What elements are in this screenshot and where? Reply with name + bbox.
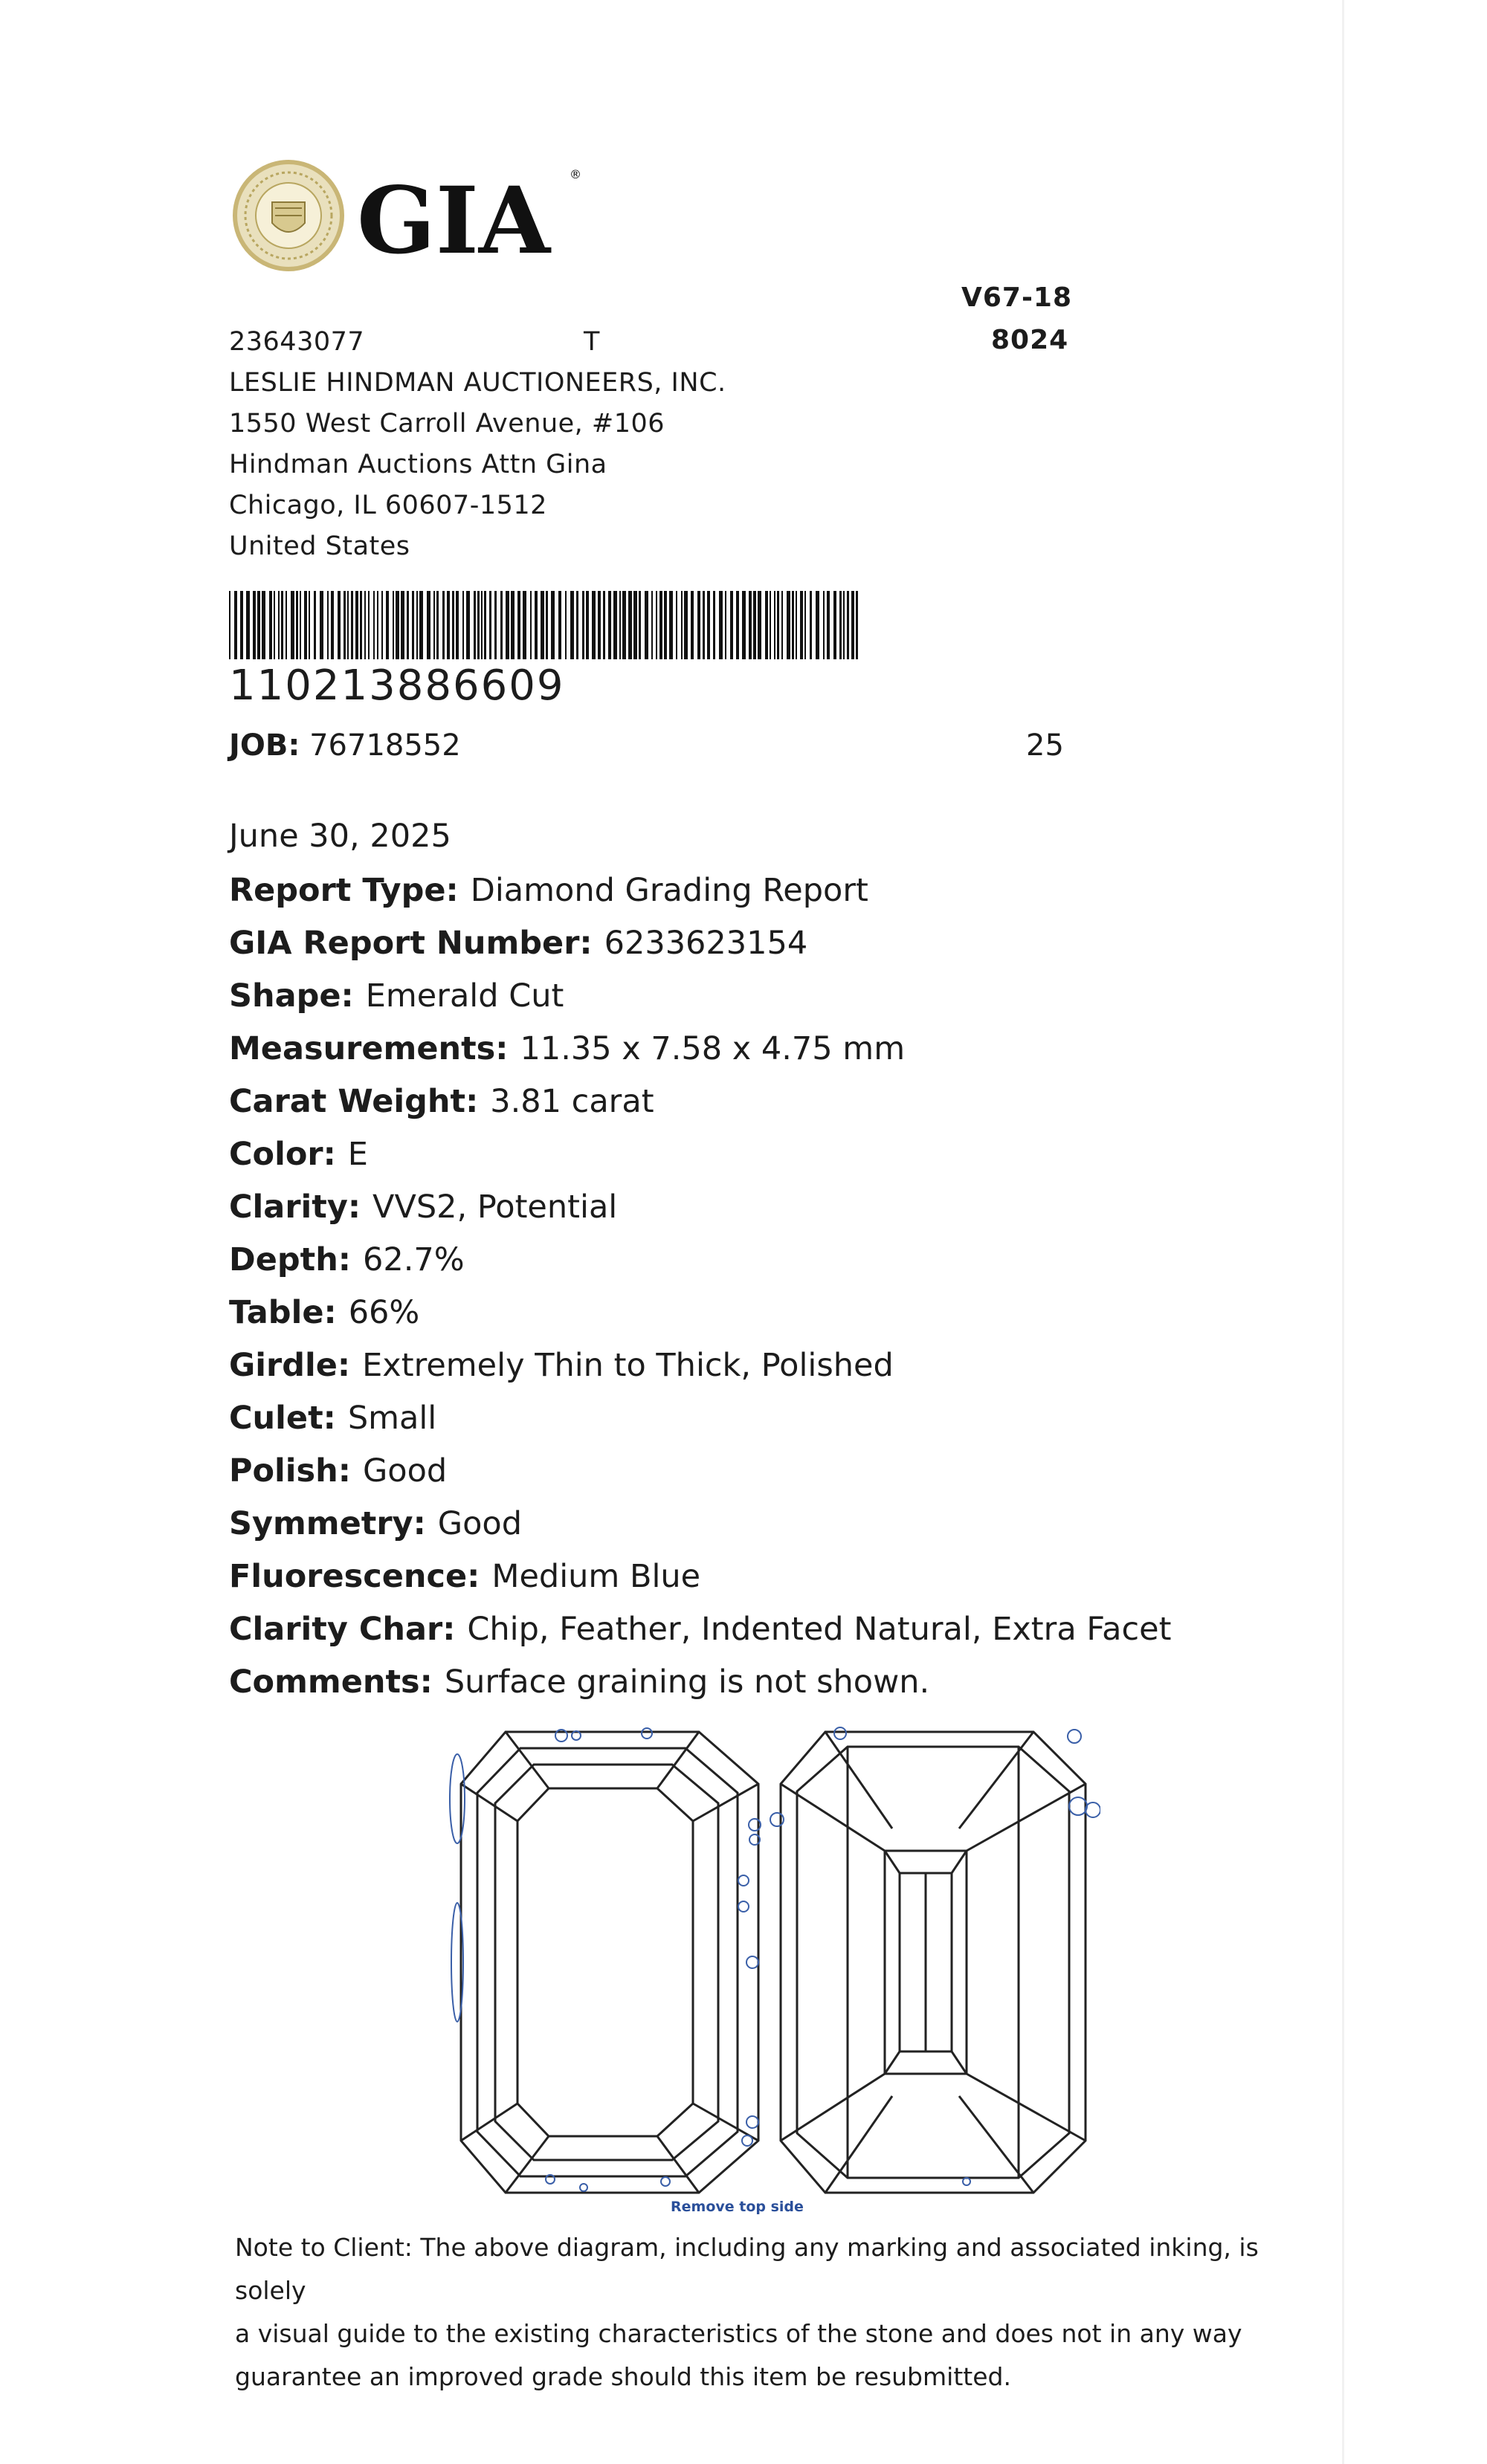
diagram-note: Remove top side bbox=[671, 2199, 804, 2215]
clarity-plot-diagram bbox=[446, 1717, 1100, 2215]
spec-value: Extremely Thin to Thick, Polished bbox=[362, 1347, 894, 1384]
spec-report-number bbox=[229, 921, 1315, 974]
address-line-2: 1550 West Carroll Avenue, #106 bbox=[229, 409, 665, 439]
spec-table bbox=[229, 1290, 1315, 1343]
spec-value: Medium Blue bbox=[491, 1558, 701, 1595]
spec-label: Comments: bbox=[229, 1663, 433, 1701]
spec-label: Report Type: bbox=[229, 872, 459, 909]
job-count: 25 bbox=[1026, 728, 1064, 763]
spec-girdle bbox=[229, 1343, 1315, 1396]
scan-edge bbox=[1342, 0, 1344, 2464]
spec-clarity-char bbox=[229, 1607, 1315, 1660]
spec-value: Chip, Feather, Indented Natural, Extra Facet bbox=[467, 1611, 1172, 1648]
spec-label: Polish: bbox=[229, 1452, 351, 1490]
spec-label: Clarity Char: bbox=[229, 1611, 456, 1648]
note-line-2: a visual guide to the existing characteristics of the stone and does not in any way bbox=[235, 2319, 1242, 2348]
spec-label: Table: bbox=[229, 1294, 337, 1331]
spec-depth bbox=[229, 1238, 1315, 1290]
job-line bbox=[229, 728, 461, 763]
spec-value: VVS2, Potential bbox=[372, 1189, 618, 1226]
spec-label: Measurements: bbox=[229, 1030, 509, 1067]
emerald-cut-diagram bbox=[446, 1717, 1100, 2215]
spec-value: Small bbox=[347, 1400, 437, 1437]
barcode-graphic bbox=[229, 591, 862, 659]
note-to-client bbox=[235, 2226, 1306, 2399]
spec-color bbox=[229, 1132, 1315, 1185]
svg-text:GIA: GIA bbox=[357, 167, 551, 275]
address-line-4: Chicago, IL 60607-1512 bbox=[229, 491, 547, 520]
spec-label: Clarity: bbox=[229, 1189, 361, 1226]
spec-carat-weight bbox=[229, 1079, 1315, 1132]
ref-code-1: V67-18 bbox=[961, 282, 1072, 313]
barcode-number: 110213886609 bbox=[229, 662, 565, 710]
gia-logo-graphic bbox=[229, 158, 582, 280]
ref-code-2: 8024 bbox=[991, 325, 1069, 355]
spec-value: 62.7% bbox=[363, 1241, 465, 1278]
crown-view bbox=[461, 1732, 758, 2193]
spec-value: Diamond Grading Report bbox=[470, 872, 868, 909]
spec-label: Depth: bbox=[229, 1241, 352, 1278]
pavilion-view bbox=[781, 1732, 1086, 2193]
spec-value: Good bbox=[362, 1452, 448, 1490]
spec-label: Color: bbox=[229, 1136, 336, 1173]
spec-label: Carat Weight: bbox=[229, 1083, 479, 1120]
spec-fluorescence bbox=[229, 1554, 1315, 1607]
spec-value: 66% bbox=[348, 1294, 420, 1331]
spec-value: 3.81 carat bbox=[490, 1083, 654, 1120]
spec-symmetry bbox=[229, 1501, 1315, 1554]
barcode bbox=[229, 591, 862, 659]
spec-label: Girdle: bbox=[229, 1347, 351, 1384]
spec-value: Surface graining is not shown. bbox=[444, 1663, 930, 1701]
spec-culet bbox=[229, 1396, 1315, 1449]
spec-label: Culet: bbox=[229, 1400, 336, 1437]
spec-polish bbox=[229, 1449, 1315, 1501]
note-line-1: Note to Client: The above diagram, including any marking and associated inking, is solely bbox=[235, 2233, 1259, 2305]
spec-label: Fluorescence: bbox=[229, 1558, 480, 1595]
job-number: 76718552 bbox=[309, 728, 461, 763]
spec-value: Emerald Cut bbox=[365, 977, 564, 1015]
spec-report-type bbox=[229, 868, 1315, 921]
spec-list bbox=[229, 868, 1315, 1713]
account-flag: T bbox=[584, 327, 600, 357]
spec-value: E bbox=[347, 1136, 368, 1173]
spec-label: Shape: bbox=[229, 977, 354, 1015]
spec-clarity bbox=[229, 1185, 1315, 1238]
spec-label: Symmetry: bbox=[229, 1505, 426, 1542]
spec-value: 11.35 x 7.58 x 4.75 mm bbox=[520, 1030, 906, 1067]
svg-text:®: ® bbox=[570, 167, 581, 181]
address-line-5: United States bbox=[229, 531, 410, 561]
spec-shape bbox=[229, 974, 1315, 1026]
job-label: JOB: bbox=[229, 728, 300, 763]
account-number: 23643077 bbox=[229, 327, 365, 357]
spec-value: Good bbox=[437, 1505, 522, 1542]
spec-value: 6233623154 bbox=[604, 925, 808, 962]
clarity-markings bbox=[450, 1727, 1100, 2191]
address-line-3: Hindman Auctions Attn Gina bbox=[229, 450, 607, 479]
spec-label: GIA Report Number: bbox=[229, 925, 593, 962]
note-line-3: guarantee an improved grade should this item be resubmitted. bbox=[235, 2362, 1011, 2391]
gia-logo bbox=[229, 158, 582, 280]
report-date: June 30, 2025 bbox=[229, 818, 451, 855]
spec-comments bbox=[229, 1660, 1315, 1713]
address-line-1: LESLIE HINDMAN AUCTIONEERS, INC. bbox=[229, 368, 726, 398]
spec-measurements bbox=[229, 1026, 1315, 1079]
